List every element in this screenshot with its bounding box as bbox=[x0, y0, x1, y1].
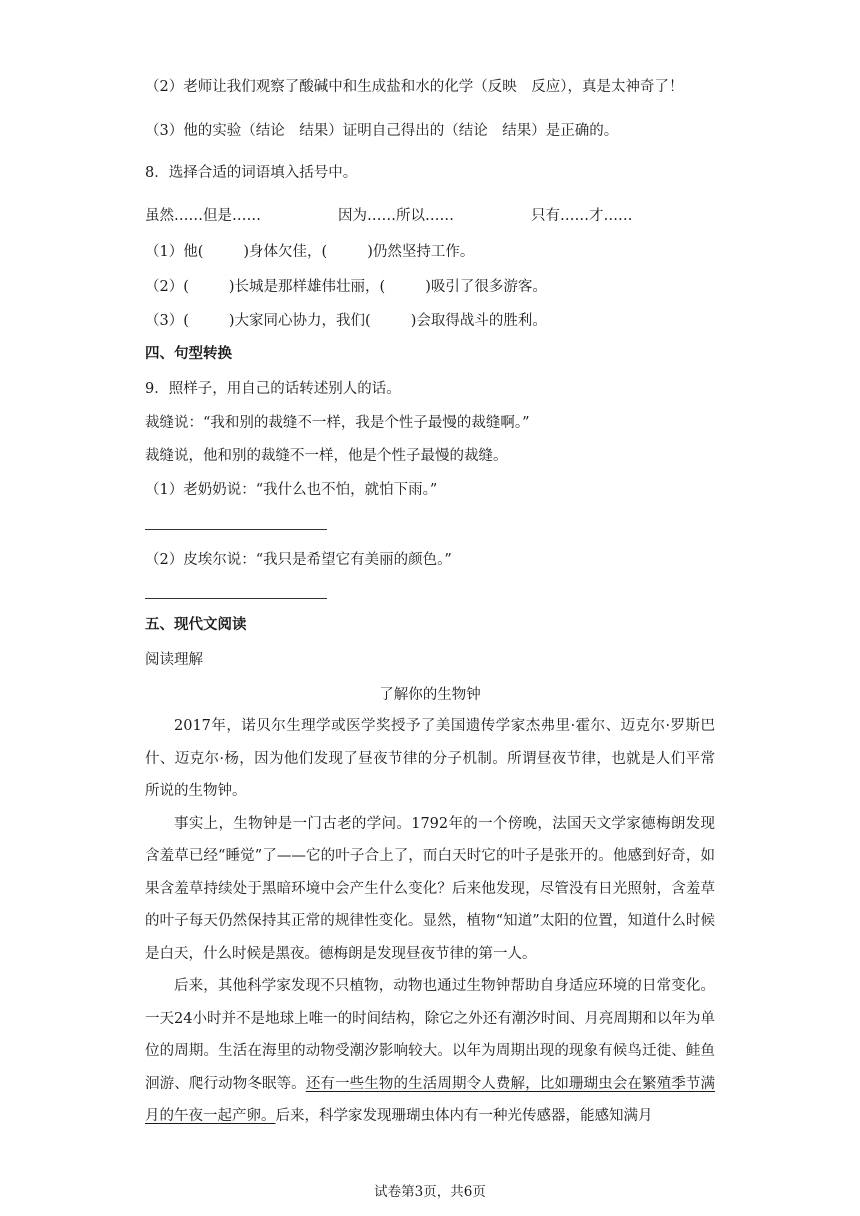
q9-prompt: 9．照样子，用自己的话转述别人的话。 bbox=[145, 381, 401, 397]
q7-item3: （3）他的实验（结论 结果）证明自己得出的（结论 结果）是正确的。 bbox=[145, 123, 619, 139]
q8-option-1: 虽然……但是…… bbox=[145, 208, 261, 224]
underlined-sentence: 还有一些生物的生活周期令人费解，比如珊瑚虫会在繁殖季节满月的午夜一起产卵。 bbox=[145, 1075, 716, 1124]
page-footer: 试卷第3页，共6页 bbox=[374, 1184, 486, 1200]
q9-example-converted: 裁缝说，他和别的裁缝不一样，他是个性子最慢的裁缝。 bbox=[145, 448, 508, 464]
article-body bbox=[145, 710, 715, 1133]
q8-item-1: （1）他( )身体欠佳，( )仍然坚持工作。 bbox=[145, 244, 475, 260]
section-5-heading: 五、现代文阅读 bbox=[145, 617, 247, 633]
article-paragraph-3: 后来，其他科学家发现不只植物，动物也通过生物钟帮助自身适应环境的日常变化。一天24小时并不是地球上唯一的时间结构，除它之外还有潮汐时间、月亮周期和以年为单位的周期。生活在海里的动物受潮汐影响较大。以年为周期出现的现象有候鸟迁徙、鲑鱼洄游、爬行动物冬眠等。还有一些生物的生活周期令人费解，比如珊瑚虫会在繁殖季节满月的午夜一起产卵。后来，科学家发现珊瑚虫体内有一种光传感器，能感知满月 bbox=[145, 978, 716, 1124]
q8-item-2: （2）( )长城是那样雄伟壮丽，( )吸引了很多游客。 bbox=[145, 279, 547, 295]
article-paragraph-2: 事实上，生物钟是一门古老的学问。1792年的一个傍晚，法国天文学家德梅朗发现含羞草已经“睡觉”了——它的叶子合上了，而白天时它的叶子是张开的。他感到好奇，如果含羞草持续处于黑暗环境中会产生什么变化？后来他发现，尽管没有日光照射，含羞草的叶子每天仍然保持其正常的规律性变化。显然，植物“知道”太阳的位置，知道什么时候是白天，什么时候是黑夜。德梅朗是发现昼夜节律的第一人。 bbox=[145, 815, 715, 962]
q8-option-3: 只有……才…… bbox=[531, 208, 633, 224]
q8-prompt: 8．选择合适的词语填入括号中。 bbox=[145, 165, 358, 181]
q7-item2: （2）老师让我们观察了酸碱中和生成盐和水的化学（反映 反应），真是太神奇了！ bbox=[145, 79, 684, 95]
answer-line-1[interactable] bbox=[145, 529, 327, 530]
reading-subheading: 阅读理解 bbox=[145, 652, 203, 668]
q8-item-3: （3）( )大家同心协力，我们( )会取得战斗的胜利。 bbox=[145, 313, 547, 329]
section-4-heading: 四、句型转换 bbox=[145, 346, 232, 362]
q9-item-1: （1）老奶奶说：“我什么也不怕，就怕下雨。” bbox=[145, 482, 438, 498]
article-title: 了解你的生物钟 bbox=[379, 687, 481, 703]
q8-option-2: 因为……所以…… bbox=[338, 208, 454, 224]
q9-example-original: 裁缝说：“我和别的裁缝不一样，我是个性子最慢的裁缝啊。” bbox=[145, 415, 530, 431]
q9-item-2: （2）皮埃尔说：“我只是希望它有美丽的颜色。” bbox=[145, 552, 452, 568]
answer-line-2[interactable] bbox=[145, 598, 327, 599]
article-paragraph-1: 2017年，诺贝尔生理学或医学奖授予了美国遗传学家杰弗里·霍尔、迈克尔·罗斯巴什、迈克尔·杨，因为他们发现了昼夜节律的分子机制。所谓昼夜节律，也就是人们平常所说的生物钟。 bbox=[145, 718, 715, 799]
